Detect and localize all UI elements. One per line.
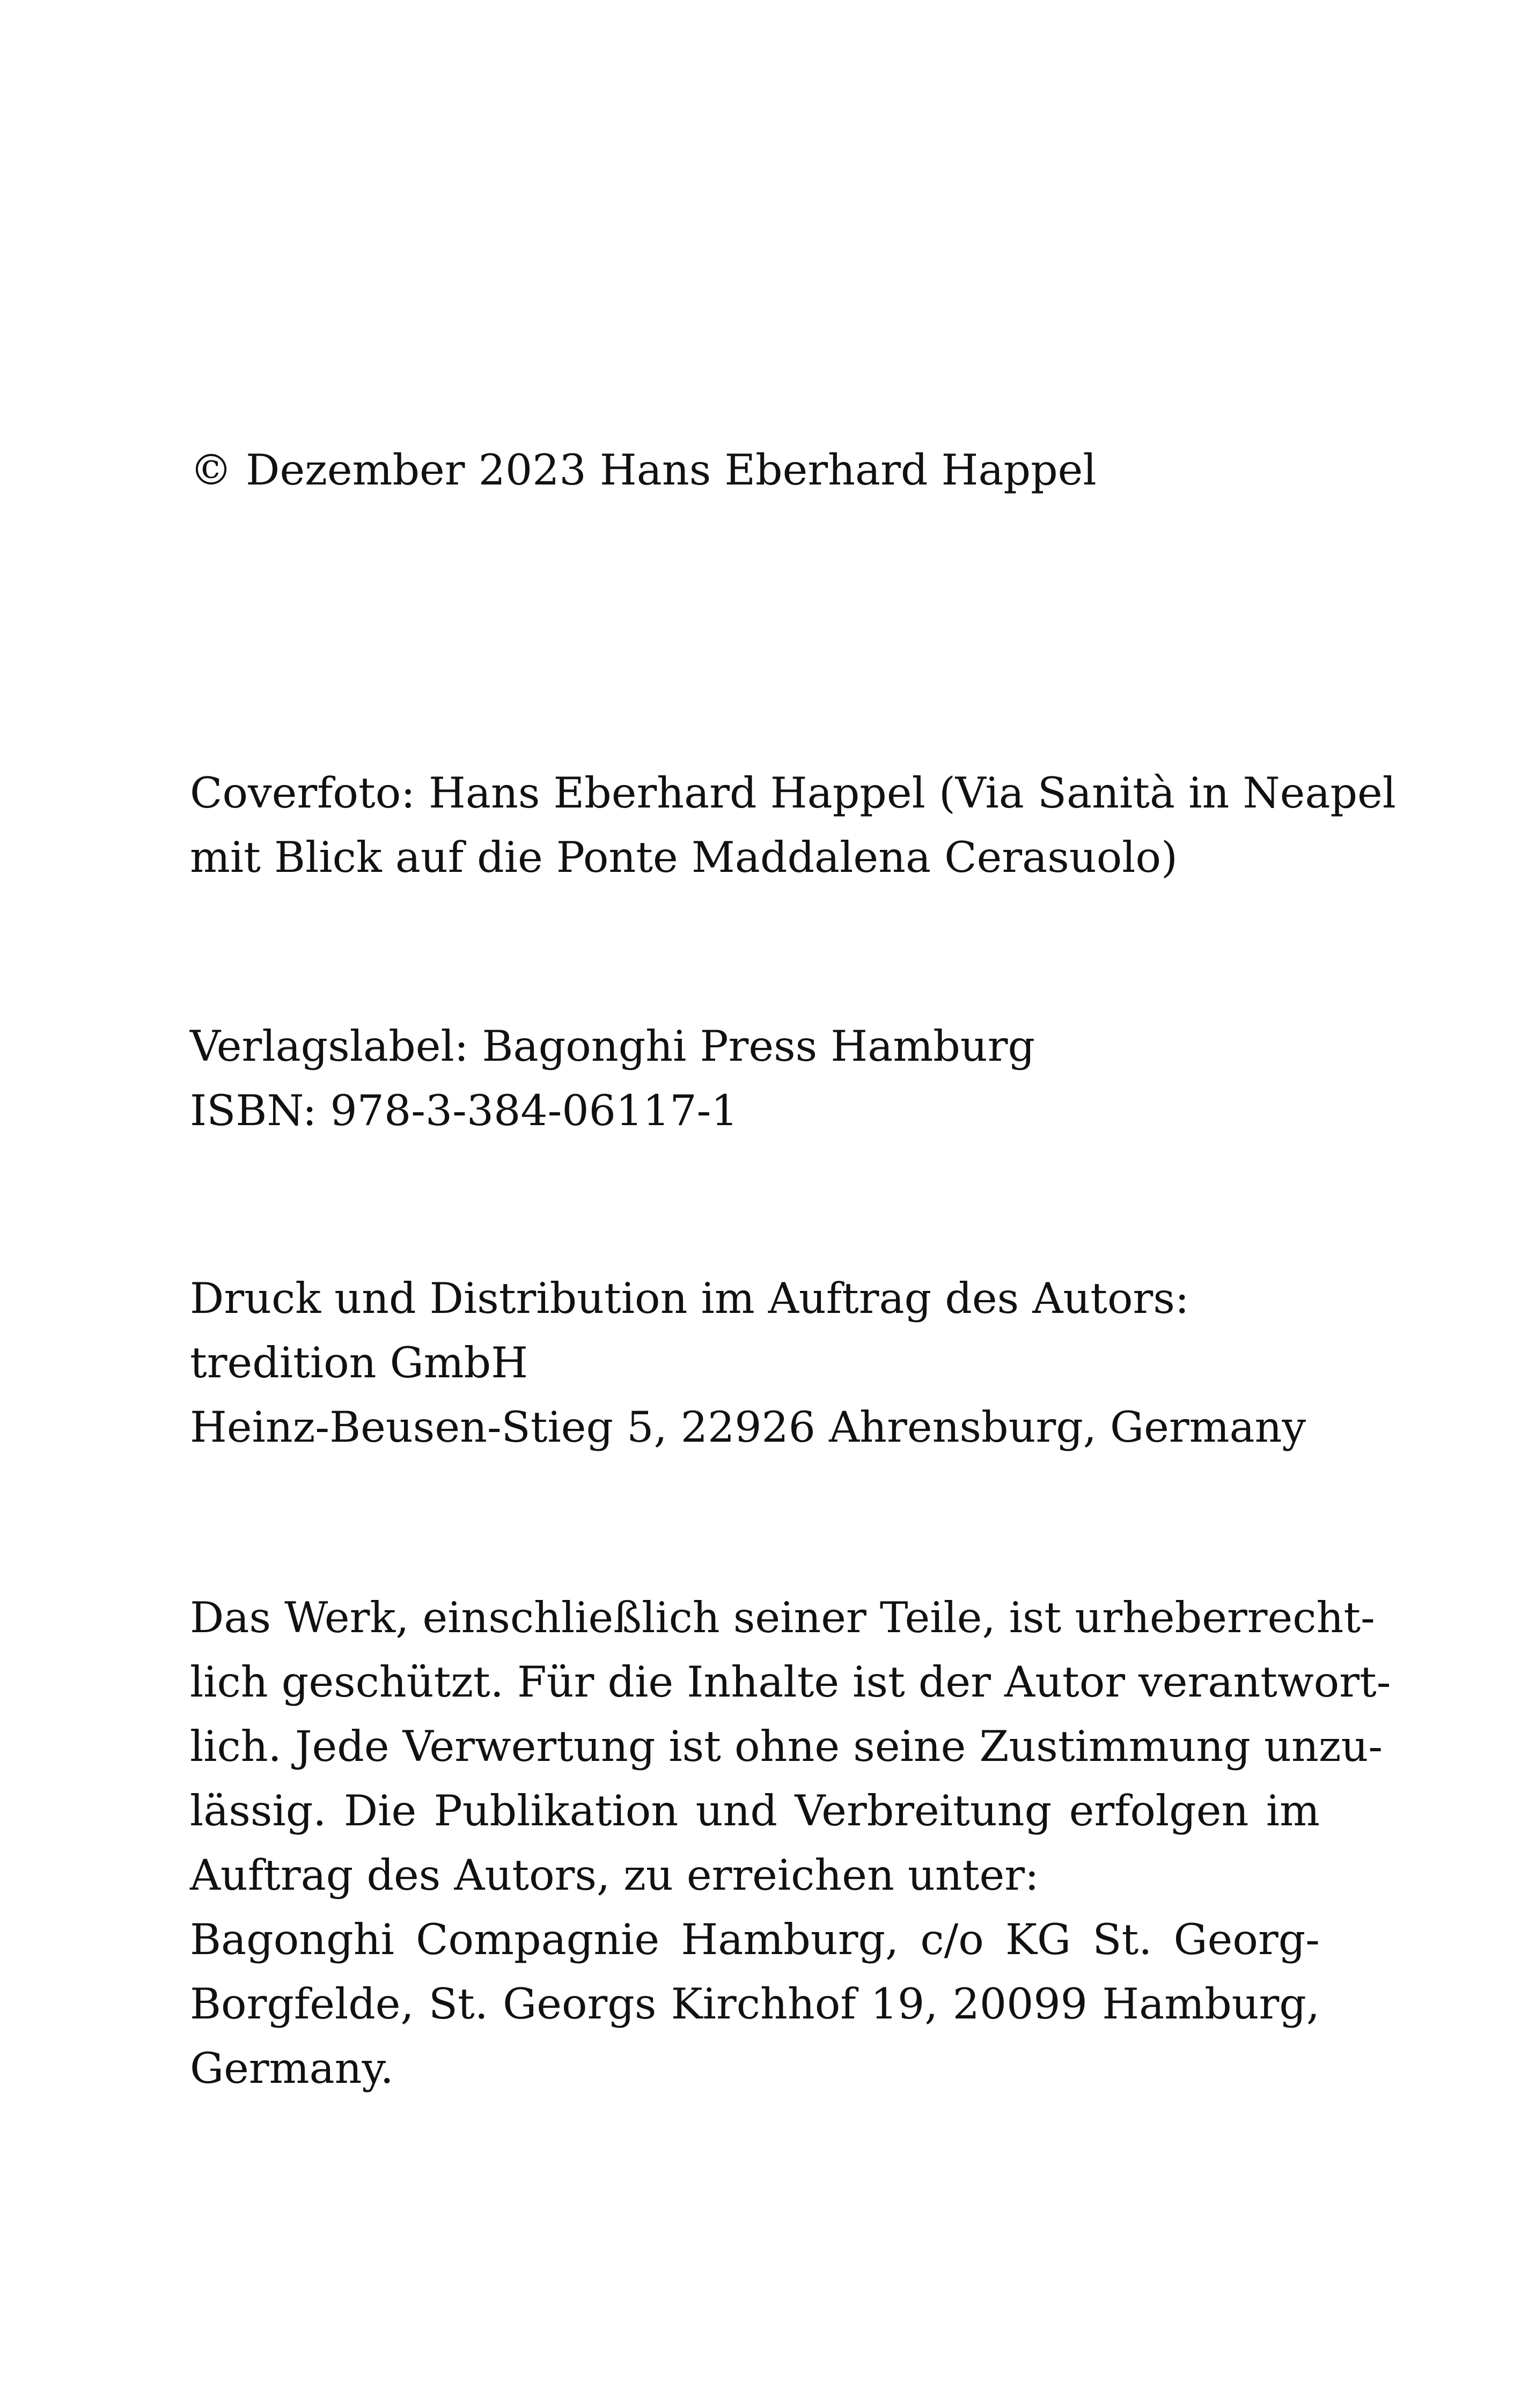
- legal-notice: [190, 1585, 1391, 2101]
- legal-line-2: lich geschützt. Für die Inhalte ist der Autor verantwort-: [190, 1657, 1391, 1707]
- publisher-info: [190, 1014, 1320, 1143]
- legal-line-8: Germany.: [190, 2044, 394, 2093]
- cover-credit-line-2: mit Blick auf die Ponte Maddalena Cerasuolo): [190, 833, 1178, 882]
- print-distribution-info: [190, 1266, 1320, 1459]
- copyright-line: © Dezember 2023 Hans Eberhard Happel: [190, 445, 1097, 495]
- publisher-label: Verlagslabel: Bagonghi Press Hamburg: [190, 1022, 1035, 1071]
- cover-credit-line-1: Coverfoto: Hans Eberhard Happel (Via Sanità in Neapel: [190, 768, 1397, 818]
- cover-photo-credit: [190, 761, 1397, 890]
- legal-line-3: lich. Jede Verwertung ist ohne seine Zustimmung unzu-: [190, 1722, 1383, 1771]
- legal-line-1: Das Werk, einschließlich seiner Teile, ist urheberrecht-: [190, 1593, 1375, 1642]
- legal-line-6: Bagonghi Compagnie Hamburg, c/o KG St. Georg-: [190, 1915, 1320, 1964]
- legal-line-7: Borgfelde, St. Georgs Kirchhof 19, 20099 Hamburg,: [190, 1979, 1320, 2029]
- isbn: ISBN: 978-3-384-06117-1: [190, 1086, 738, 1135]
- print-line-1: Druck und Distribution im Auftrag des Autors:: [190, 1274, 1189, 1323]
- legal-line-4: lässig. Die Publikation und Verbreitung erfolgen im: [190, 1786, 1320, 1836]
- print-address: Heinz-Beusen-Stieg 5, 22926 Ahrensburg, Germany: [190, 1403, 1306, 1452]
- copyright-notice: [190, 438, 1320, 502]
- legal-line-5: Auftrag des Autors, zu erreichen unter:: [190, 1851, 1039, 1900]
- print-company: tredition GmbH: [190, 1338, 528, 1387]
